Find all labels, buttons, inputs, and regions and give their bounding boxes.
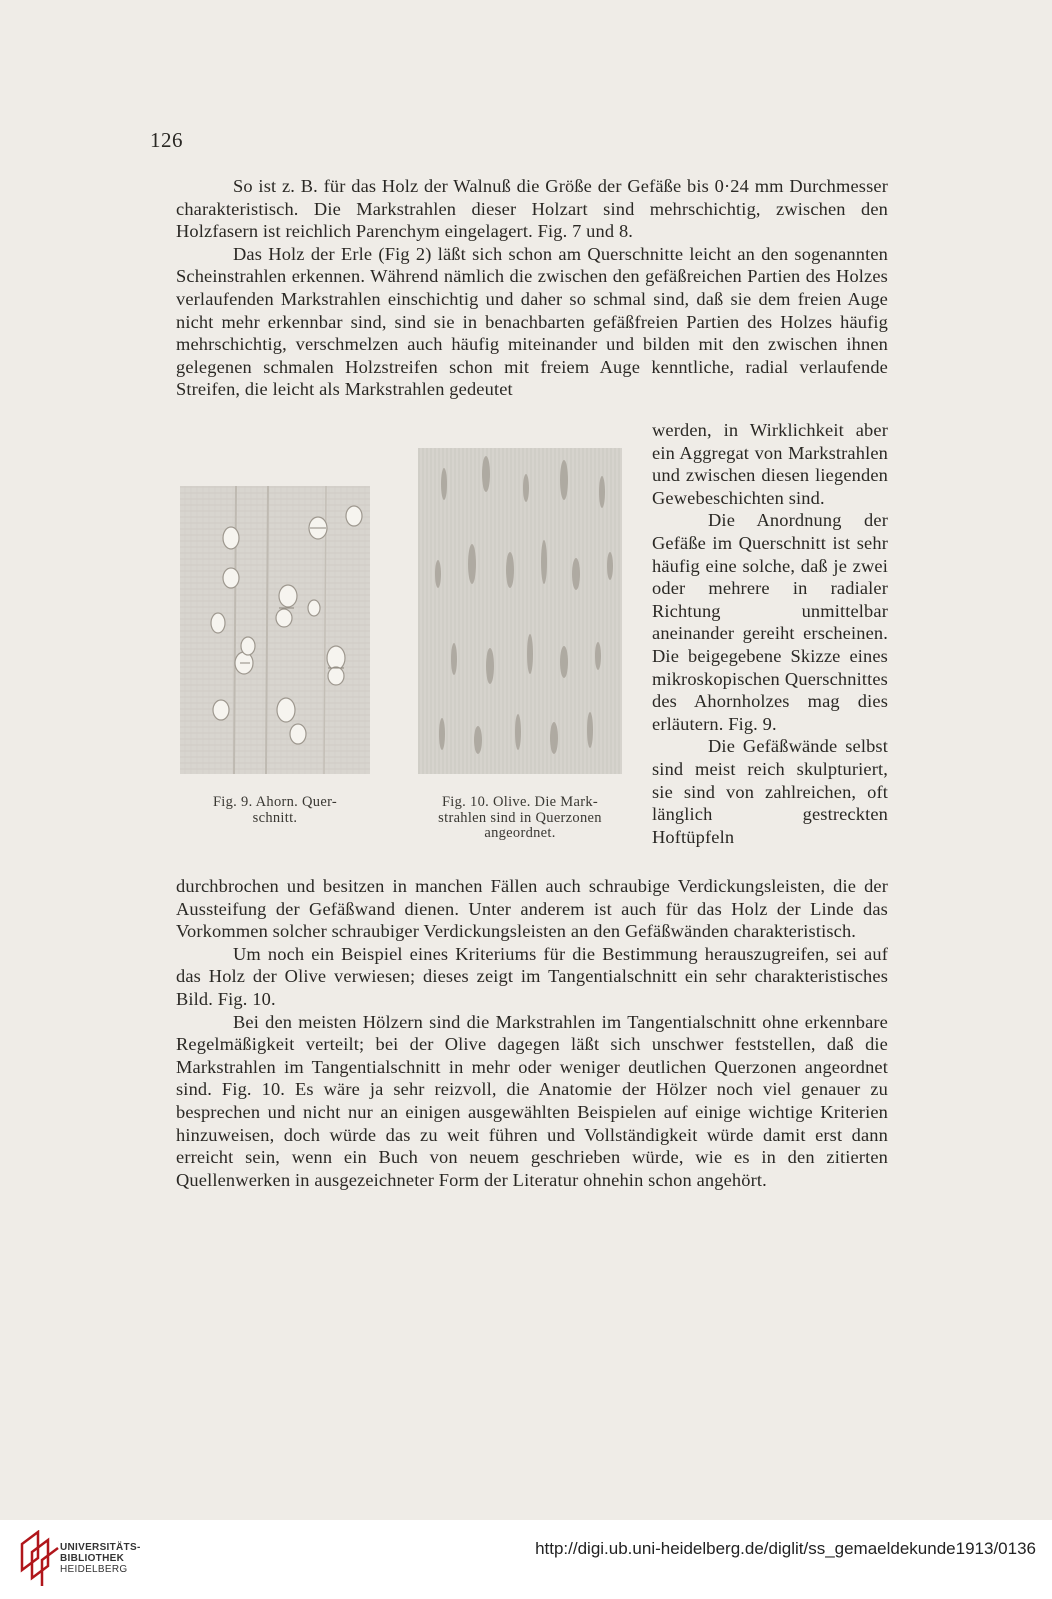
paragraph: Um noch ein Beispiel eines Kriteriums für die Bestimmung herauszugreifen, sei auf das Holz der Olive verwiesen; dieses zeigt im Tangentialschnitt ein sehr charakteristisches Bild. Fig. 10.: [176, 943, 888, 1009]
source-url-link[interactable]: http://digi.ub.uni-heidelberg.de/diglit/ss_gemaeldekunde1913/0136: [535, 1539, 1036, 1558]
figure-9-maple-cross-section: [176, 478, 374, 778]
figure-10-olive-tangential-section: [414, 444, 626, 778]
paragraph: Bei den meisten Hölzern sind die Markstrahlen im Tangentialschnitt ohne erkennbare Regelmäßigkeit verteilt; bei der Olive dagegen läßt sich unschwer feststellen, daß die Markstrahlen im Tangentialschnitt in mehr oder weniger deutlichen Querzonen angeordnet sind. Fig. 10. Es wäre ja sehr reizvoll, die Anatomie der Hölzer noch viel genauer zu besprechen und nicht nur an einigen ausgewählten Beispielen auf einige wichtige Kriterien hinzuweisen, doch würde das zu weit führen und Vollständigkeit würde damit erst dann erreicht sein, wenn ein Buch von neuem geschrieben würde, wie es in den zitierten Quellenwerken in ausgezeichneter Form der Literatur ohnehin schon angehört.: [176, 1011, 888, 1190]
side-text-block: [652, 419, 888, 848]
figure-10-caption: [404, 795, 636, 842]
paragraph: durchbrochen und besitzen in manchen Fällen auch schraubige Verdickungsleisten, die der Aussteifung der Gefäßwand dienen. Unter anderem ist auch für das Holz der Linde das Vorkommen solcher schraubiger Verdickungsleisten an den Gefäßwänden charakteristisch.: [176, 876, 888, 942]
library-name-line: BIBLIOTHEK: [60, 1553, 125, 1564]
library-name-line: HEIDELBERG: [60, 1564, 128, 1575]
bottom-text-block: [176, 875, 888, 1191]
caption-line: schnitt.: [252, 809, 298, 826]
library-name-line: UNIVERSITÄTS-: [60, 1542, 141, 1553]
caption-line: Fig. 9. Ahorn. Quer-: [212, 794, 338, 810]
top-text-block: [176, 175, 888, 401]
paragraph: Die Anordnung der Gefäße im Querschnitt ist sehr häufig eine solche, daß je zwei oder mehrere in radialer Richtung unmittelbar aneinander gereiht erscheinen. Die beigegebene Skizze eines mikroskopischen Querschnittes des Ahornholzes mag dies erläutern. Fig. 9.: [652, 510, 888, 734]
paragraph: werden, in Wirklichkeit aber ein Aggregat von Markstrahlen und zwischen diesen liegenden Gewebeschichten sind.: [652, 420, 888, 508]
caption-line: angeordnet.: [484, 825, 556, 841]
footer-bar: [0, 1520, 1052, 1599]
paragraph: So ist z. B. für das Holz der Walnuß die Größe der Gefäße bis 0·24 mm Durchmesser charakteristisch. Die Markstrahlen dieser Holzart sind mehrschichtig, zwischen den Holzfasern ist reichlich Parenchym eingelagert. Fig. 7 und 8.: [176, 176, 888, 242]
library-name: [60, 1542, 141, 1575]
caption-line: Fig. 10. Olive. Die Mark-: [441, 794, 599, 810]
paragraph: Das Holz der Erle (Fig 2) läßt sich schon am Querschnitte leicht an den sogenannten Scheinstrahlen erkennen. Während nämlich die zwischen den gefäßreichen Partien des Holzes verlaufenden Markstrahlen einschichtig und daher so schmal sind, daß sie dem freien Auge nicht mehr erkennbar sind, sind sie in benachbarten gefäßfreien Partien des Holzes häufig mehrschichtig, verschmelzen auch häufig miteinander und bilden mit den zwischen ihnen gelegenen schmalen Holzstreifen schon mit freiem Auge kenntliche, radial verlaufende Streifen, die leicht als Markstrahlen gedeutet: [176, 243, 888, 400]
page-number: 126: [150, 128, 183, 152]
paragraph: Die Gefäßwände selbst sind meist reich skulpturiert, sie sind von zahlreichen, oft länglich gestreckten Hoftüpfeln: [652, 736, 888, 847]
caption-line: strahlen sind in Querzonen: [438, 809, 602, 826]
figure-9-caption: [172, 795, 378, 826]
